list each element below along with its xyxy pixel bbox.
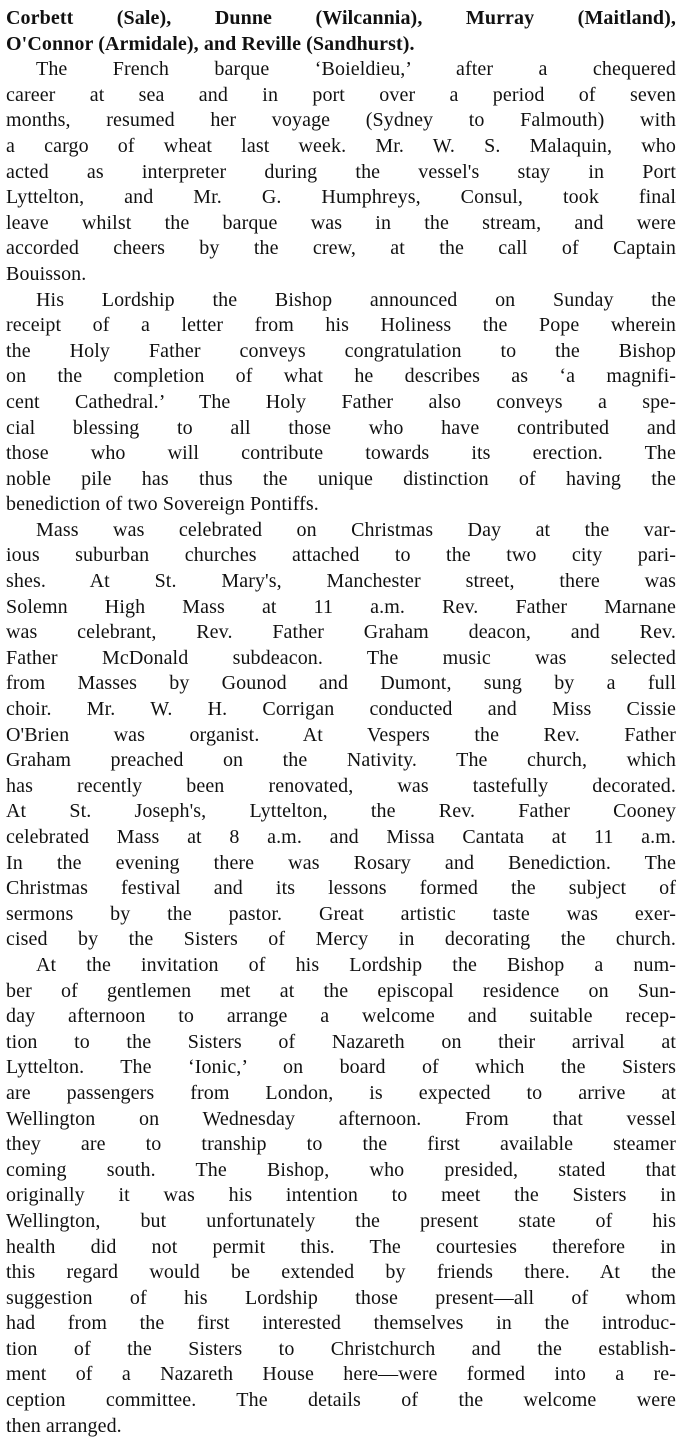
text-line: Graham preached on the Nativity. The church, which: [6, 749, 676, 772]
text-line: Lyttelton, and Mr. G. Humphreys, Consul, took final: [6, 186, 676, 209]
text-line: benediction of two Sovereign Pontiffs.: [6, 493, 319, 516]
text-line: Christmas festival and its lessons formed the subject of: [6, 877, 676, 900]
text-line: this regard would be extended by friends there. At the: [6, 1261, 676, 1284]
text-line: His Lordship the Bishop announced on Sunday the: [36, 288, 676, 311]
text-line: shes. At St. Mary's, Manchester street, there was: [6, 570, 676, 593]
text-line: tion to the Sisters of Nazareth on their arrival at: [6, 1030, 676, 1053]
text-line: O'Connor (Armidale), and Reville (Sandhurst).: [6, 32, 415, 55]
text-line: Corbett (Sale), Dunne (Wilcannia), Murray (Maitland),: [6, 7, 676, 29]
text-line: O'Brien was organist. At Vespers the Rev. Father: [6, 723, 676, 746]
text-line: Mass was celebrated on Christmas Day at the var-: [36, 518, 676, 541]
text-line: noble pile has thus the unique distinction of having the: [6, 467, 676, 490]
text-line: are passengers from London, is expected to arrive at: [6, 1081, 676, 1104]
paragraph-french-barque: [6, 57, 676, 287]
text-line: celebrated Mass at 8 a.m. and Missa Cantata at 11 a.m.: [6, 826, 676, 848]
text-line: cised by the Sisters of Mercy in decorating the church.: [6, 928, 676, 951]
text-line: choir. Mr. W. H. Corrigan conducted and Miss Cissie: [6, 698, 676, 721]
text-line: Wellington on Wednesday afternoon. From that vessel: [6, 1107, 676, 1130]
paragraph-bishops-list: [6, 6, 676, 57]
text-line: a cargo of wheat last week. Mr. W. S. Malaquin, who: [6, 134, 676, 157]
paragraph-sisters-of-nazareth: [6, 953, 676, 1439]
text-line: health did not permit this. The courtesies therefore in: [6, 1235, 676, 1258]
text-line: originally it was his intention to meet the Sisters in: [6, 1184, 676, 1207]
paragraph-christmas-mass: [6, 518, 676, 953]
text-line: months, resumed her voyage (Sydney to Falmouth) with: [6, 109, 676, 132]
text-line: ment of a Nazareth House here—were formed into a re-: [6, 1363, 676, 1386]
text-line: receipt of a letter from his Holiness the Pope wherein: [6, 314, 676, 337]
text-line: leave whilst the barque was in the stream, and were: [6, 211, 676, 234]
text-line: has recently been renovated, was tastefully decorated.: [6, 774, 676, 797]
text-line: In the evening there was Rosary and Benediction. The: [6, 851, 676, 874]
text-line: from Masses by Gounod and Dumont, sung by a full: [6, 672, 676, 695]
text-line: on the completion of what he describes as ‘a magnifi-: [6, 365, 676, 388]
text-line: coming south. The Bishop, who presided, stated that: [6, 1158, 676, 1181]
text-line: Father McDonald subdeacon. The music was selected: [6, 646, 676, 669]
text-line: cial blessing to all those who have contributed and: [6, 416, 676, 439]
text-line: cent Cathedral.’ The Holy Father also conveys a spe-: [6, 390, 676, 413]
text-line: ception committee. The details of the welcome were: [6, 1389, 676, 1412]
text-line: The French barque ‘Boieldieu,’ after a chequered: [36, 58, 676, 81]
text-line: sermons by the pastor. Great artistic taste was exer-: [6, 902, 676, 925]
text-line: At the invitation of his Lordship the Bishop a num-: [36, 953, 676, 976]
text-line: acted as interpreter during the vessel's stay in Port: [6, 160, 676, 183]
paragraph-pope-letter: [6, 288, 676, 518]
text-line: then arranged.: [6, 1414, 122, 1437]
text-line: had from the first interested themselves in the introduc-: [6, 1312, 676, 1335]
text-line: At St. Joseph's, Lyttelton, the Rev. Father Cooney: [6, 800, 676, 823]
text-line: they are to tranship to the first available steamer: [6, 1133, 676, 1156]
text-line: suggestion of his Lordship those present—all of whom: [6, 1286, 676, 1309]
text-line: Bouisson.: [6, 262, 87, 285]
text-line: tion of the Sisters to Christchurch and the establish-: [6, 1337, 676, 1360]
text-line: accorded cheers by the crew, at the call of Captain: [6, 237, 676, 260]
text-line: career at sea and in port over a period of seven: [6, 83, 676, 106]
text-line: Solemn High Mass at 11 a.m. Rev. Father Marnane: [6, 595, 676, 618]
text-line: day afternoon to arrange a welcome and suitable recep-: [6, 1005, 676, 1028]
text-line: the Holy Father conveys congratulation to the Bishop: [6, 339, 676, 362]
text-line: ber of gentlemen met at the episcopal residence on Sun-: [6, 979, 676, 1002]
text-line: Wellington, but unfortunately the present state of his: [6, 1209, 676, 1232]
text-line: was celebrant, Rev. Father Graham deacon, and Rev.: [6, 621, 676, 644]
text-line: ious suburban churches attached to the two city pari-: [6, 544, 676, 567]
text-line: those who will contribute towards its erection. The: [6, 442, 676, 465]
text-line: Lyttelton. The ‘Ionic,’ on board of which the Sisters: [6, 1056, 676, 1079]
